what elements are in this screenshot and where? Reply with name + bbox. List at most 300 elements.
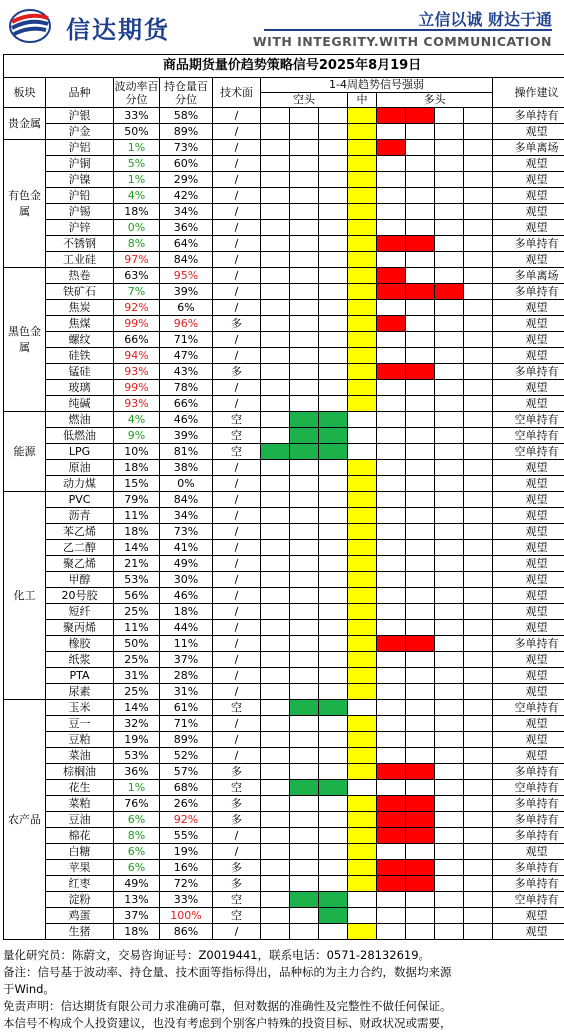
oi-pct-cell: 47%: [160, 348, 213, 364]
vol-pct-cell: 9%: [114, 428, 160, 444]
signal-cell: [464, 156, 493, 172]
signal-cell: [319, 860, 348, 876]
signal-cell: [290, 636, 319, 652]
tech-cell: /: [213, 460, 261, 476]
signal-cell: [435, 268, 464, 284]
signal-cell: [377, 268, 406, 284]
tech-cell: 空: [213, 412, 261, 428]
signal-cell: [348, 380, 377, 396]
signal-cell: [377, 860, 406, 876]
table-row: [4, 364, 564, 380]
signal-cell: [319, 524, 348, 540]
signal-cell: [261, 460, 290, 476]
signal-cell: [464, 668, 493, 684]
oi-pct-cell: 46%: [160, 412, 213, 428]
tech-cell: /: [213, 556, 261, 572]
tech-cell: /: [213, 396, 261, 412]
signal-cell: [464, 188, 493, 204]
signal-cell: [261, 556, 290, 572]
table-row: [4, 316, 564, 332]
signal-cell: [261, 268, 290, 284]
signal-cell: [261, 476, 290, 492]
signal-cell: [464, 588, 493, 604]
signal-cell: [348, 332, 377, 348]
oi-pct-cell: 28%: [160, 668, 213, 684]
advice-cell: 空单持有: [493, 780, 564, 796]
header-sector: 板块: [4, 78, 46, 108]
tech-cell: /: [213, 572, 261, 588]
oi-pct-cell: 71%: [160, 332, 213, 348]
signal-cell: [319, 540, 348, 556]
signal-cell: [464, 236, 493, 252]
tech-cell: /: [213, 508, 261, 524]
product-cell: LPG: [46, 444, 114, 460]
signal-cell: [435, 124, 464, 140]
signal-cell: [261, 700, 290, 716]
oi-pct-cell: 46%: [160, 588, 213, 604]
signal-cell: [377, 748, 406, 764]
signal-cell: [348, 172, 377, 188]
product-cell: 燃油: [46, 412, 114, 428]
signal-cell: [319, 124, 348, 140]
signal-cell: [348, 620, 377, 636]
product-cell: 豆油: [46, 812, 114, 828]
oi-pct-cell: 19%: [160, 844, 213, 860]
signal-cell: [319, 204, 348, 220]
signal-cell: [319, 236, 348, 252]
signal-cell: [319, 156, 348, 172]
signal-cell: [261, 444, 290, 460]
tech-cell: /: [213, 156, 261, 172]
signal-cell: [377, 716, 406, 732]
signal-cell: [319, 620, 348, 636]
product-cell: 沪银: [46, 108, 114, 124]
vol-pct-cell: 93%: [114, 396, 160, 412]
table-row: [4, 508, 564, 524]
signal-cell: [290, 332, 319, 348]
table-row: [4, 684, 564, 700]
signal-cell: [406, 716, 435, 732]
signal-cell: [464, 220, 493, 236]
vol-pct-cell: 53%: [114, 572, 160, 588]
signal-cell: [319, 284, 348, 300]
table-row: [4, 780, 564, 796]
sector-cell: 农产品: [4, 700, 46, 940]
signal-cell: [290, 684, 319, 700]
signal-cell: [348, 348, 377, 364]
signal-cell: [319, 572, 348, 588]
table-row: [4, 572, 564, 588]
signal-cell: [464, 636, 493, 652]
vol-pct-cell: 10%: [114, 444, 160, 460]
table-row: [4, 172, 564, 188]
signal-cell: [377, 700, 406, 716]
signal-cell: [261, 796, 290, 812]
signal-cell: [464, 380, 493, 396]
signal-cell: [348, 364, 377, 380]
signal-cell: [377, 828, 406, 844]
signal-cell: [348, 124, 377, 140]
oi-pct-cell: 30%: [160, 572, 213, 588]
signal-cell: [435, 156, 464, 172]
tech-cell: /: [213, 748, 261, 764]
signal-cell: [319, 652, 348, 668]
advice-cell: 观望: [493, 716, 564, 732]
vol-pct-cell: 63%: [114, 268, 160, 284]
signal-cell: [348, 556, 377, 572]
signal-cell: [377, 140, 406, 156]
signal-cell: [406, 460, 435, 476]
signal-cell: [290, 604, 319, 620]
tech-cell: /: [213, 380, 261, 396]
signal-cell: [464, 396, 493, 412]
signal-cell: [290, 204, 319, 220]
signal-cell: [319, 412, 348, 428]
signal-cell: [348, 924, 377, 940]
signal-cell: [406, 396, 435, 412]
signal-cell: [464, 844, 493, 860]
signal-cell: [435, 796, 464, 812]
signal-cell: [348, 268, 377, 284]
table-row: [4, 924, 564, 940]
signal-cell: [435, 220, 464, 236]
signal-cell: [377, 844, 406, 860]
signal-cell: [435, 908, 464, 924]
table-row: [4, 556, 564, 572]
advice-cell: 多单持有: [493, 636, 564, 652]
signal-cell: [348, 428, 377, 444]
signal-cell: [406, 604, 435, 620]
table-row: [4, 812, 564, 828]
signal-cell: [348, 220, 377, 236]
signal-cell: [319, 252, 348, 268]
signal-cell: [464, 748, 493, 764]
tech-cell: 空: [213, 780, 261, 796]
signal-cell: [261, 172, 290, 188]
product-cell: PVC: [46, 492, 114, 508]
signal-cell: [290, 620, 319, 636]
footer-note-cont: 于Wind。: [3, 981, 560, 998]
vol-pct-cell: 18%: [114, 204, 160, 220]
signal-cell: [377, 460, 406, 476]
oi-pct-cell: 68%: [160, 780, 213, 796]
advice-cell: 多单持有: [493, 364, 564, 380]
advice-cell: 观望: [493, 844, 564, 860]
signal-cell: [348, 140, 377, 156]
signal-cell: [319, 668, 348, 684]
vol-pct-cell: 66%: [114, 332, 160, 348]
signal-cell: [435, 188, 464, 204]
signal-cell: [406, 764, 435, 780]
tech-cell: 多: [213, 860, 261, 876]
product-cell: 沪铜: [46, 156, 114, 172]
advice-cell: 观望: [493, 124, 564, 140]
signal-cell: [377, 220, 406, 236]
product-cell: PTA: [46, 668, 114, 684]
signal-cell: [319, 764, 348, 780]
signal-cell: [377, 892, 406, 908]
tech-cell: 空: [213, 892, 261, 908]
signal-cell: [435, 716, 464, 732]
advice-cell: 观望: [493, 316, 564, 332]
signal-cell: [377, 524, 406, 540]
vol-pct-cell: 49%: [114, 876, 160, 892]
table-row: [4, 332, 564, 348]
signal-cell: [464, 764, 493, 780]
oi-pct-cell: 34%: [160, 204, 213, 220]
signal-cell: [290, 732, 319, 748]
signal-cell: [435, 316, 464, 332]
signal-cell: [406, 748, 435, 764]
tech-cell: /: [213, 252, 261, 268]
advice-cell: 观望: [493, 348, 564, 364]
signal-cell: [464, 332, 493, 348]
signal-cell: [435, 748, 464, 764]
oi-pct-cell: 33%: [160, 892, 213, 908]
tech-cell: /: [213, 540, 261, 556]
table-row: [4, 876, 564, 892]
signal-cell: [261, 348, 290, 364]
signal-cell: [377, 396, 406, 412]
signal-cell: [348, 796, 377, 812]
table-row: [4, 284, 564, 300]
oi-pct-cell: 84%: [160, 252, 213, 268]
product-cell: 花生: [46, 780, 114, 796]
advice-cell: 空单持有: [493, 892, 564, 908]
oi-pct-cell: 42%: [160, 188, 213, 204]
tech-cell: /: [213, 732, 261, 748]
signal-cell: [406, 204, 435, 220]
signal-cell: [319, 812, 348, 828]
tech-cell: /: [213, 492, 261, 508]
advice-cell: 观望: [493, 572, 564, 588]
sector-cell: 黑色金属: [4, 268, 46, 412]
signal-cell: [319, 924, 348, 940]
product-cell: 螺纹: [46, 332, 114, 348]
signal-cell: [435, 844, 464, 860]
signal-cell: [464, 124, 493, 140]
signal-cell: [319, 476, 348, 492]
signal-cell: [406, 268, 435, 284]
signal-cell: [435, 460, 464, 476]
signal-cell: [290, 828, 319, 844]
signal-cell: [464, 140, 493, 156]
signal-cell: [348, 844, 377, 860]
tech-cell: /: [213, 284, 261, 300]
tech-cell: 多: [213, 764, 261, 780]
signal-cell: [261, 828, 290, 844]
product-cell: 纸浆: [46, 652, 114, 668]
signal-cell: [435, 652, 464, 668]
tech-cell: /: [213, 140, 261, 156]
oi-pct-cell: 34%: [160, 508, 213, 524]
oi-pct-cell: 89%: [160, 732, 213, 748]
signal-cell: [464, 316, 493, 332]
signal-cell: [290, 588, 319, 604]
signal-cell: [261, 892, 290, 908]
sector-cell: 贵金属: [4, 108, 46, 140]
product-cell: 豆一: [46, 716, 114, 732]
signal-cell: [348, 204, 377, 220]
tech-cell: /: [213, 204, 261, 220]
signal-cell: [435, 364, 464, 380]
signal-cell: [261, 764, 290, 780]
signal-cell: [348, 252, 377, 268]
signal-cell: [435, 332, 464, 348]
signal-cell: [261, 140, 290, 156]
vol-pct-cell: 1%: [114, 172, 160, 188]
oi-pct-cell: 36%: [160, 220, 213, 236]
signal-cell: [435, 892, 464, 908]
tech-cell: 多: [213, 876, 261, 892]
vol-pct-cell: 53%: [114, 748, 160, 764]
signal-cell: [290, 108, 319, 124]
tech-cell: /: [213, 348, 261, 364]
signal-cell: [406, 252, 435, 268]
signal-cell: [290, 924, 319, 940]
signal-cell: [406, 476, 435, 492]
signal-cell: [464, 604, 493, 620]
product-cell: 不锈钢: [46, 236, 114, 252]
signal-cell: [319, 828, 348, 844]
signal-cell: [464, 908, 493, 924]
signal-cell: [406, 316, 435, 332]
signal-cell: [406, 860, 435, 876]
signal-cell: [377, 188, 406, 204]
signal-cell: [435, 812, 464, 828]
product-cell: 生猪: [46, 924, 114, 940]
advice-cell: 观望: [493, 220, 564, 236]
signal-cell: [348, 524, 377, 540]
sector-cell: 有色金属: [4, 140, 46, 268]
signal-cell: [377, 636, 406, 652]
signal-cell: [290, 860, 319, 876]
signal-cell: [348, 876, 377, 892]
signal-cell: [435, 668, 464, 684]
signal-cell: [377, 796, 406, 812]
tech-cell: /: [213, 620, 261, 636]
footer-researcher: 量化研究员：陈蔚文，交易咨询证号：Z0019441，联系电话：0571-28132619。: [3, 947, 560, 964]
product-cell: 淀粉: [46, 892, 114, 908]
signal-cell: [290, 348, 319, 364]
vol-pct-cell: 6%: [114, 844, 160, 860]
signal-cell: [377, 156, 406, 172]
product-cell: 沪金: [46, 124, 114, 140]
tech-cell: /: [213, 636, 261, 652]
signal-cell: [435, 380, 464, 396]
signal-cell: [435, 684, 464, 700]
signal-cell: [319, 108, 348, 124]
table-row: [4, 908, 564, 924]
signal-cell: [319, 588, 348, 604]
signal-cell: [319, 604, 348, 620]
tech-cell: 多: [213, 316, 261, 332]
product-cell: 橡胶: [46, 636, 114, 652]
signal-cell: [377, 300, 406, 316]
signal-cell: [464, 444, 493, 460]
signal-cell: [377, 540, 406, 556]
signal-cell: [435, 284, 464, 300]
signal-cell: [261, 524, 290, 540]
signal-cell: [377, 684, 406, 700]
signal-cell: [406, 524, 435, 540]
vol-pct-cell: 37%: [114, 908, 160, 924]
signal-cell: [435, 780, 464, 796]
signal-cell: [377, 556, 406, 572]
vol-pct-cell: 1%: [114, 780, 160, 796]
vol-pct-cell: 18%: [114, 524, 160, 540]
signal-cell: [377, 380, 406, 396]
signal-cell: [290, 268, 319, 284]
signal-cell: [319, 492, 348, 508]
signal-cell: [435, 572, 464, 588]
oi-pct-cell: 81%: [160, 444, 213, 460]
product-cell: 低燃油: [46, 428, 114, 444]
signal-cell: [261, 652, 290, 668]
signal-cell: [435, 524, 464, 540]
tech-cell: /: [213, 268, 261, 284]
signal-cell: [406, 412, 435, 428]
signal-cell: [290, 540, 319, 556]
signal-cell: [319, 716, 348, 732]
vol-pct-cell: 76%: [114, 796, 160, 812]
product-cell: 尿素: [46, 684, 114, 700]
signal-cell: [319, 396, 348, 412]
tech-cell: /: [213, 108, 261, 124]
signal-cell: [435, 236, 464, 252]
signal-cell: [348, 668, 377, 684]
signal-cell: [348, 588, 377, 604]
signal-cell: [435, 604, 464, 620]
signal-cell: [319, 428, 348, 444]
signal-cell: [290, 556, 319, 572]
signal-cell: [406, 508, 435, 524]
signal-cell: [348, 316, 377, 332]
product-cell: 铁矿石: [46, 284, 114, 300]
signal-cell: [290, 524, 319, 540]
table-row: [4, 892, 564, 908]
signal-cell: [406, 812, 435, 828]
signal-cell: [377, 348, 406, 364]
signal-cell: [464, 412, 493, 428]
oi-pct-cell: 37%: [160, 652, 213, 668]
signal-cell: [261, 604, 290, 620]
signal-cell: [377, 412, 406, 428]
vol-pct-cell: 6%: [114, 812, 160, 828]
oi-pct-cell: 39%: [160, 284, 213, 300]
signal-cell: [435, 556, 464, 572]
vol-pct-cell: 97%: [114, 252, 160, 268]
signal-cell: [290, 492, 319, 508]
vol-pct-cell: 5%: [114, 156, 160, 172]
signal-cell: [290, 140, 319, 156]
signal-cell: [261, 316, 290, 332]
signal-cell: [435, 204, 464, 220]
table-row: [4, 204, 564, 220]
signal-cell: [464, 428, 493, 444]
signal-cell: [290, 124, 319, 140]
signal-cell: [377, 572, 406, 588]
signal-cell: [406, 172, 435, 188]
vol-pct-cell: 25%: [114, 652, 160, 668]
advice-cell: 多单持有: [493, 796, 564, 812]
table-row: [4, 604, 564, 620]
advice-cell: 观望: [493, 252, 564, 268]
signal-cell: [435, 444, 464, 460]
signal-cell: [348, 828, 377, 844]
signal-cell: [406, 444, 435, 460]
oi-pct-cell: 52%: [160, 748, 213, 764]
